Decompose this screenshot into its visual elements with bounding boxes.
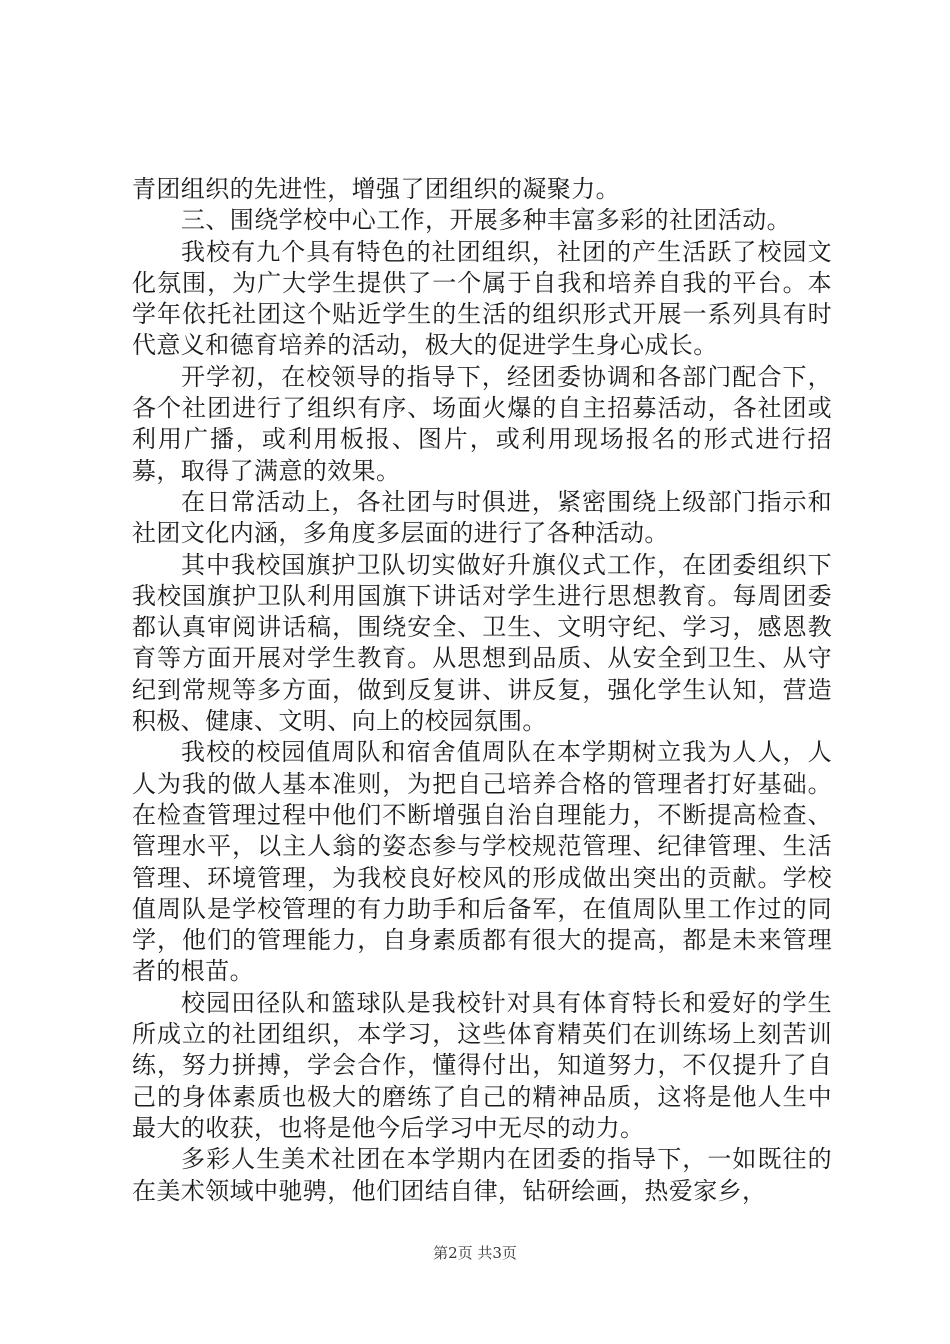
page-footer: 第2页 共3页 — [433, 1244, 517, 1262]
paragraph-1: 青团组织的先进性，增强了团组织的凝聚力。 — [132, 175, 620, 203]
document-body — [132, 174, 832, 1207]
paragraph-sports-teams: 校园田径队和篮球队是我校针对具有体育特长和爱好的学生所成立的社团组织，本学习，这些体育精英们在训练场上刻苦训练，努力拼搏，学会合作，懂得付出，知道努力，不仅提升了自己的身体素质也极大的磨练了自己的精神品质，这将是他人生中最大的收获，也将是他今后学习中无尽的动力。 — [132, 988, 832, 1142]
section-heading-3: 三、围绕学校中心工作，开展多种丰富多彩的社团活动。 — [181, 206, 791, 235]
paragraph-duty-team: 我校的校园值周队和宿舍值周队在本学期树立我为人人，人人为我的做人基本准则，为把自己培养合格的管理者打好基础。在检查管理过程中他们不断增强自治自理能力，不断提高检查、管理水平，以主人翁的姿态参与学校规范管理、纪律管理、生活管理、环境管理，为我校良好校风的形成做出突出的贡献。学校值周队是学校管理的有力助手和后备军，在值周队里工作过的同学，他们的管理能力，自身素质都有很大的提高，都是未来管理者的根苗。 — [132, 738, 832, 986]
paragraph-daily-activities: 在日常活动上，各社团与时俱进，紧密围绕上级部门指示和社团文化内涵，多角度多层面的进行了各种活动。 — [132, 487, 832, 548]
paragraph-art-club: 多彩人生美术社团在本学期内在团委的指导下，一如既往的在美术领域中驰骋，他们团结自律，钻研绘画，热爱家乡， — [132, 1145, 832, 1205]
paragraph-recruitment: 开学初，在校领导的指导下，经团委协调和各部门配合下，各个社团进行了组织有序、场面火爆的自主招募活动，各社团或利用广播，或利用板报、图片，或利用现场报名的形式进行招募，取得了满意的效果。 — [132, 362, 832, 485]
paragraph-flag-guard: 其中我校国旗护卫队切实做好升旗仪式工作，在团委组织下我校国旗护卫队利用国旗下讲话对学生进行思想教育。每周团委都认真审阅讲话稿，围绕安全、卫生、文明守纪、学习，感恩教育等方面开展对学生教育。从思想到品质、从安全到卫生、从守纪到常规等多方面，做到反复讲、讲反复，强化学生认知，营造积极、健康、文明、向上的校园氛围。 — [132, 550, 832, 736]
paragraph-clubs-intro: 我校有九个具有特色的社团组织，社团的产生活跃了校园文化氛围，为广大学生提供了一个属于自我和培养自我的平台。本学年依托社团这个贴近学生的生活的组织形式开展一系列具有时代意义和德育培养的活动，极大的促进学生身心成长。 — [132, 237, 832, 360]
